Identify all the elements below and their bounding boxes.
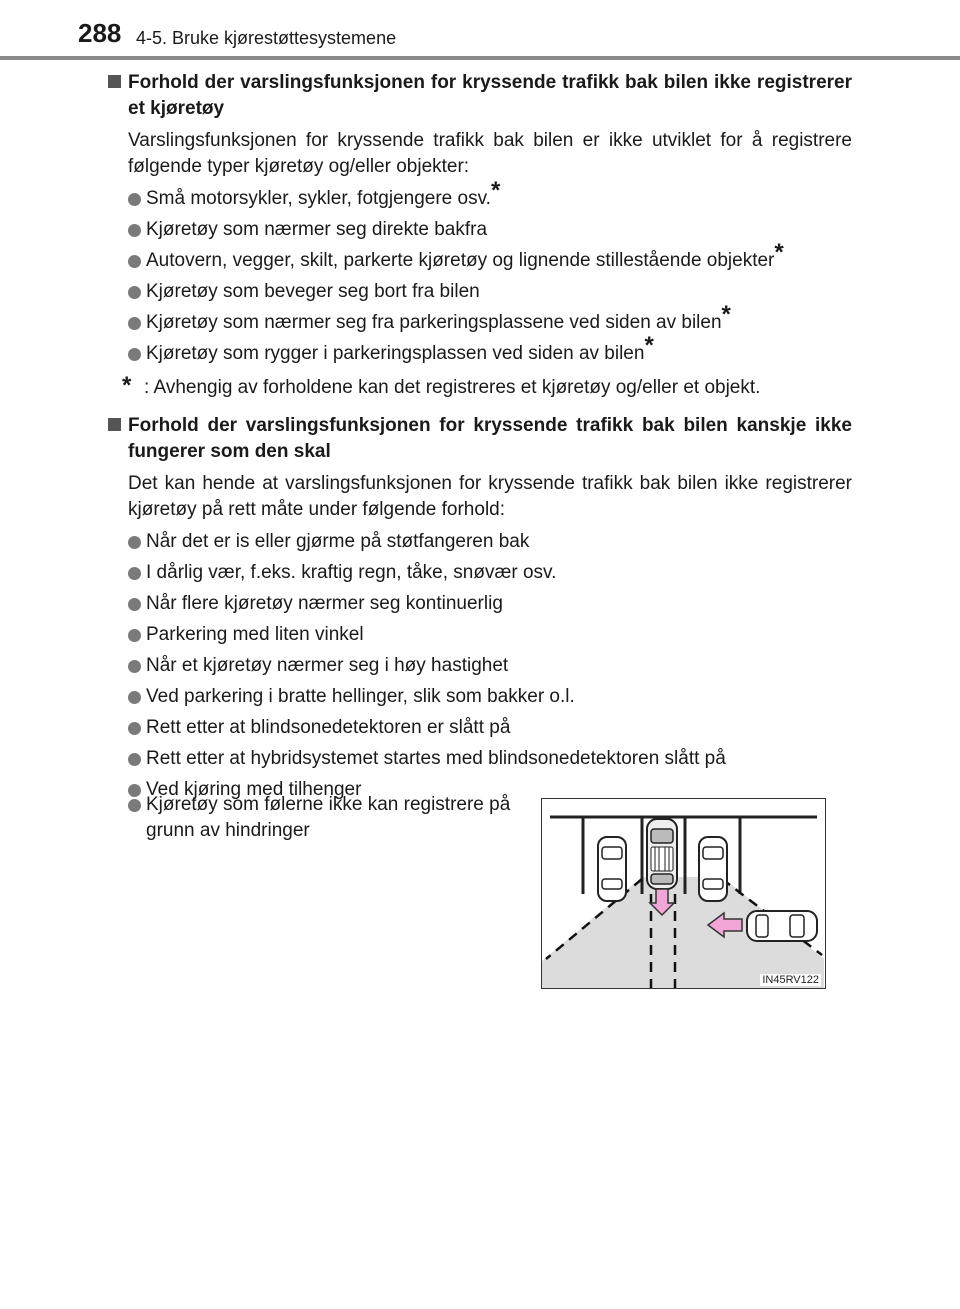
own-car	[647, 819, 677, 889]
parking-illustration	[541, 798, 826, 989]
bullet-dot-icon	[128, 629, 141, 642]
list-item-text: Rett etter at hybridsystemet startes med blindsonedetektoren slått på	[146, 748, 726, 769]
list-item	[108, 239, 852, 274]
bullet-list-1	[108, 177, 852, 367]
list-item-text: Kjøretøy som rygger i parkeringsplassen ved siden av bilen	[146, 343, 645, 364]
list-item-text: Ved kjøring med tilhenger	[146, 779, 362, 800]
figure-code: IN45RV122	[762, 974, 819, 986]
list-item-text: Parkering med liten vinkel	[146, 624, 364, 645]
page-header	[0, 0, 960, 64]
list-item-text: Ved parkering i bratte hellinger, slik som bakker o.l.	[146, 686, 575, 707]
list-item-text: Kjøretøy som nærmer seg direkte bakfra	[146, 219, 488, 240]
parked-car-left	[598, 837, 626, 901]
parked-car-right	[699, 837, 727, 901]
footnote-star: *	[490, 177, 501, 204]
bullet-dot-icon	[128, 255, 141, 268]
bullet-dot-icon	[128, 224, 141, 237]
bullet-dot-icon	[128, 799, 141, 812]
bullet-list-2	[108, 529, 852, 803]
page-number: 288	[78, 18, 122, 48]
list-item	[108, 746, 852, 772]
list-item-text: Kjøretøy som nærmer seg fra parkeringsplassene ved siden av bilen	[146, 312, 722, 333]
list-item-text: Autovern, vegger, skilt, parkerte kjøretøy og lignende stillestående objekter	[146, 250, 775, 271]
bullet-dot-icon	[128, 598, 141, 611]
list-item	[108, 217, 852, 243]
bullet-dot-icon	[128, 722, 141, 735]
list-item	[108, 177, 852, 212]
list-item-text: Kjøretøy som beveger seg bort fra bilen	[146, 281, 480, 302]
square-bullet-icon	[108, 75, 121, 88]
list-item-text: Små motorsykler, sykler, fotgjengere osv.	[146, 188, 491, 209]
footnote-star: *	[721, 301, 731, 328]
list-item-text: I dårlig vær, f.eks. kraftig regn, tåke, snøvær osv.	[146, 562, 557, 583]
bullet-dot-icon	[128, 753, 141, 766]
list-item	[108, 560, 852, 586]
list-item	[108, 684, 852, 710]
bullet-dot-icon	[128, 660, 141, 673]
bullet-dot-icon	[128, 286, 141, 299]
header-rule	[0, 56, 960, 60]
list-item	[108, 653, 852, 679]
footnote-text: : Avhengig av forholdene kan det registreres et kjøretøy og/eller et objekt.	[144, 377, 761, 398]
list-item	[108, 591, 852, 617]
list-item	[108, 301, 852, 336]
footnote	[108, 372, 852, 401]
parking-diagram	[542, 799, 825, 988]
list-item	[108, 622, 852, 648]
section-intro-1: Varslingsfunksjonen for kryssende trafikk bak bilen er ikke utviklet for å registrere følgende typer kjøretøy og/eller objekter:	[128, 130, 852, 177]
list-item-text: Kjøretøy som følerne ikke kan registrere på grunn av hindringer	[146, 794, 511, 841]
square-bullet-icon	[108, 418, 121, 431]
section-intro-2: Det kan hende at varslingsfunksjonen for kryssende trafikk bak bilen ikke registrerer kjøretøy på rett måte under følgende forhold:	[128, 473, 852, 520]
list-item	[108, 529, 852, 555]
section-heading-2: Forhold der varslingsfunksjonen for kryssende trafikk bak bilen kanskje ikke fungerer som den skal	[108, 413, 852, 465]
bullet-dot-icon	[128, 348, 141, 361]
list-item	[108, 715, 852, 741]
list-item	[128, 792, 528, 844]
footnote-star: *	[644, 332, 654, 359]
chapter-title: 4-5. Bruke kjørestøttesystemene	[136, 28, 397, 48]
list-item	[108, 332, 852, 367]
footnote-star: *	[774, 239, 784, 266]
approaching-car	[747, 911, 817, 941]
footnote-mark: *	[122, 372, 132, 399]
list-item	[108, 279, 852, 305]
list-item-text: Når det er is eller gjørme på støtfangeren bak	[146, 531, 530, 552]
list-item-text: Når et kjøretøy nærmer seg i høy hastighet	[146, 655, 509, 676]
list-item-text: Når flere kjøretøy nærmer seg kontinuerlig	[146, 593, 503, 614]
bullet-dot-icon	[128, 193, 141, 206]
bullet-dot-icon	[128, 536, 141, 549]
bullet-dot-icon	[128, 567, 141, 580]
bullet-dot-icon	[128, 691, 141, 704]
bullet-dot-icon	[128, 317, 141, 330]
section-heading-1: Forhold der varslingsfunksjonen for kryssende trafikk bak bilen ikke registrerer et kjøretøy	[108, 70, 852, 122]
main-content	[108, 70, 852, 803]
list-item-text: Rett etter at blindsonedetektoren er slått på	[146, 717, 511, 738]
